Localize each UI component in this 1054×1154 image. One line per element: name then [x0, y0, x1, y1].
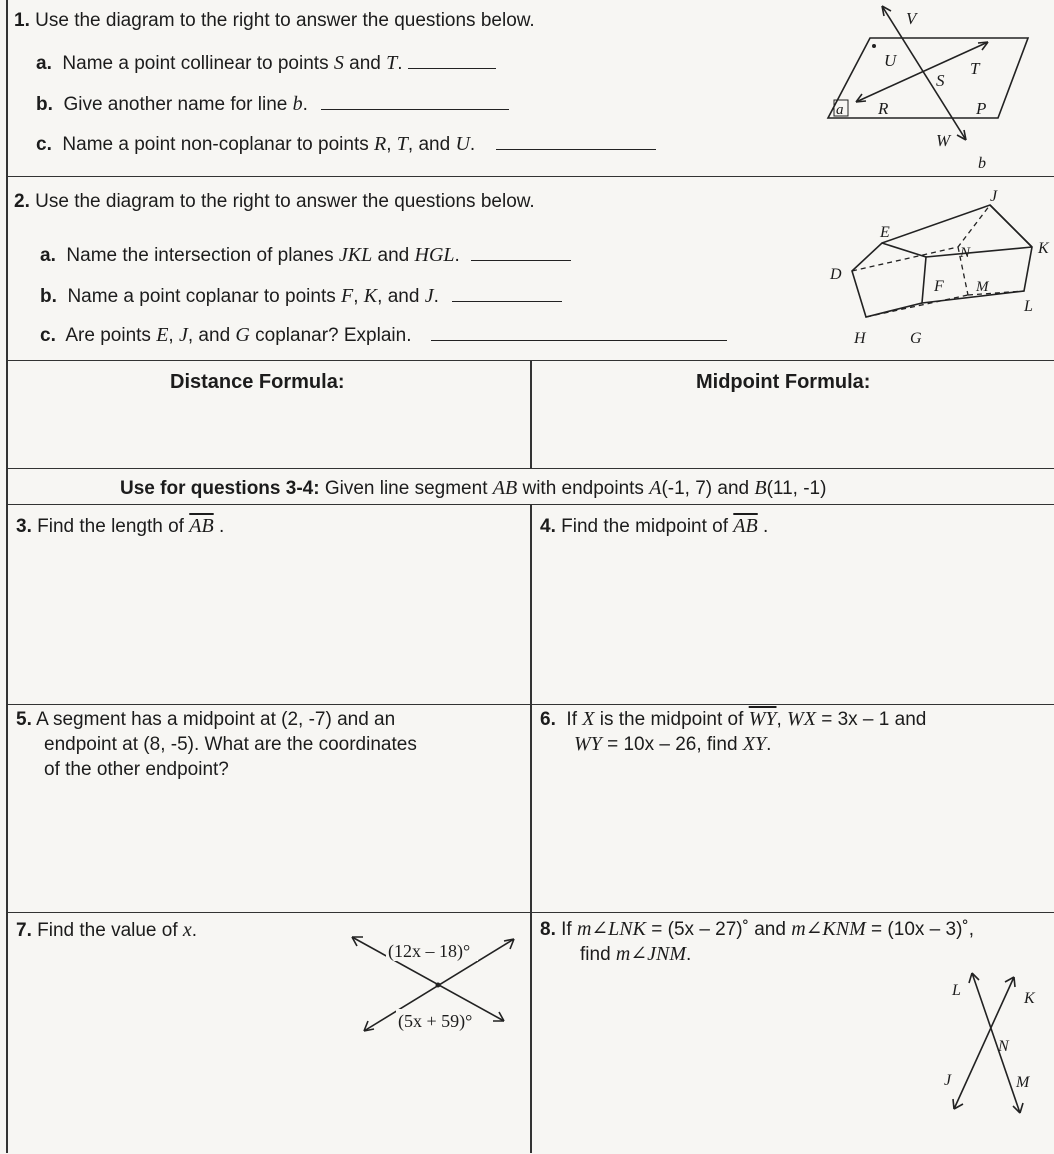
- prism-diagram: [818, 177, 1054, 361]
- label-m: M: [976, 279, 989, 295]
- label-u: U: [884, 51, 897, 70]
- label-l: L: [1024, 298, 1033, 315]
- line-rt: [856, 42, 988, 102]
- given-segment-text: Use for questions 3-4: Given line segment AB with endpoints A(-1, 7) and B(11, -1): [120, 477, 827, 499]
- answer-blank-1b[interactable]: [321, 91, 509, 110]
- question-1a: a. Name a point collinear to points S and T.: [36, 50, 496, 75]
- answer-blank-2a[interactable]: [471, 242, 571, 261]
- point-u-dot: [872, 44, 876, 48]
- label-k: K: [1038, 240, 1049, 257]
- label-n: N: [960, 245, 971, 261]
- question-3: 3. Find the length of $\overline{AB}$ .: [16, 515, 225, 537]
- question-5: 5. A segment has a midpoint at (2, -7) and an endpoint at (8, -5). What are the coordinates of the other endpoint?: [16, 709, 417, 780]
- question-8: 8. If m∠LNK = (5x – 27)˚ and m∠KNM = (10x – 3)˚, find m∠JNM.: [540, 918, 975, 965]
- prism-hidden-edges: [852, 205, 990, 271]
- label-f: F: [934, 278, 944, 295]
- plane-line-diagram: [818, 0, 1054, 176]
- label-s: S: [936, 71, 945, 90]
- answer-blank-1a[interactable]: [408, 50, 496, 69]
- label-g: G: [910, 330, 922, 347]
- label-k: K: [1024, 990, 1035, 1007]
- label-h: H: [854, 330, 866, 347]
- label-l: L: [952, 982, 961, 999]
- question-2a: a. Name the intersection of planes JKL and HGL.: [40, 242, 571, 267]
- label-v: V: [906, 9, 917, 28]
- answer-blank-2c[interactable]: [431, 322, 727, 341]
- question-1-section: [6, 0, 1054, 176]
- distance-formula-label: Distance Formula:: [170, 371, 345, 393]
- label-r: R: [878, 99, 889, 118]
- midpoint-formula-label: Midpoint Formula:: [696, 371, 871, 393]
- intersecting-lines-diagram: [934, 969, 1038, 1121]
- question-7: 7. Find the value of x.: [16, 919, 198, 941]
- label-p: P: [976, 99, 987, 118]
- question-1c: c. Name a point non-coplanar to points R, T, and U.: [36, 131, 656, 156]
- answer-blank-1c[interactable]: [496, 131, 656, 150]
- column-divider-formulas: [530, 360, 532, 468]
- label-a: a: [836, 102, 844, 118]
- label-j: J: [990, 188, 998, 205]
- question-2b: b. Name a point coplanar to points F, K, and J.: [40, 283, 562, 308]
- line-b: [882, 6, 966, 140]
- label-t: T: [970, 59, 980, 78]
- label-b: b: [978, 155, 986, 172]
- question-1b: b. Give another name for line b.: [36, 91, 509, 116]
- given-segment-section: [6, 468, 1054, 505]
- label-m: M: [1016, 1074, 1030, 1091]
- question-2-stem: 2. Use the diagram to the right to answer the questions below.: [14, 191, 535, 212]
- label-n: N: [998, 1038, 1009, 1055]
- angle-label-top: (12x – 18)°: [388, 941, 471, 961]
- question-2-section: [6, 176, 1054, 361]
- question-4: 4. Find the midpoint of $\overline{AB}$ .: [540, 515, 769, 537]
- label-w: W: [936, 131, 951, 150]
- label-d: D: [830, 266, 842, 283]
- label-j: J: [944, 1072, 952, 1089]
- question-1-stem: 1. Use the diagram to the right to answer the questions below.: [14, 10, 535, 31]
- page-left-border: [6, 0, 8, 1153]
- question-6: 6. If X is the midpoint of $\overline{WY}$, WX = 3x – 1 and WY = 10x – 26, find XY.: [540, 708, 927, 755]
- prism-front-face: [852, 243, 926, 317]
- vertical-angles-diagram: [346, 925, 526, 1045]
- question-2c: c. Are points E, J, and G coplanar? Explain.: [40, 322, 727, 347]
- column-divider-questions: [530, 504, 532, 1153]
- answer-blank-2b[interactable]: [452, 283, 562, 302]
- label-e: E: [880, 224, 890, 241]
- angle-label-bottom: (5x + 59)°: [398, 1011, 473, 1031]
